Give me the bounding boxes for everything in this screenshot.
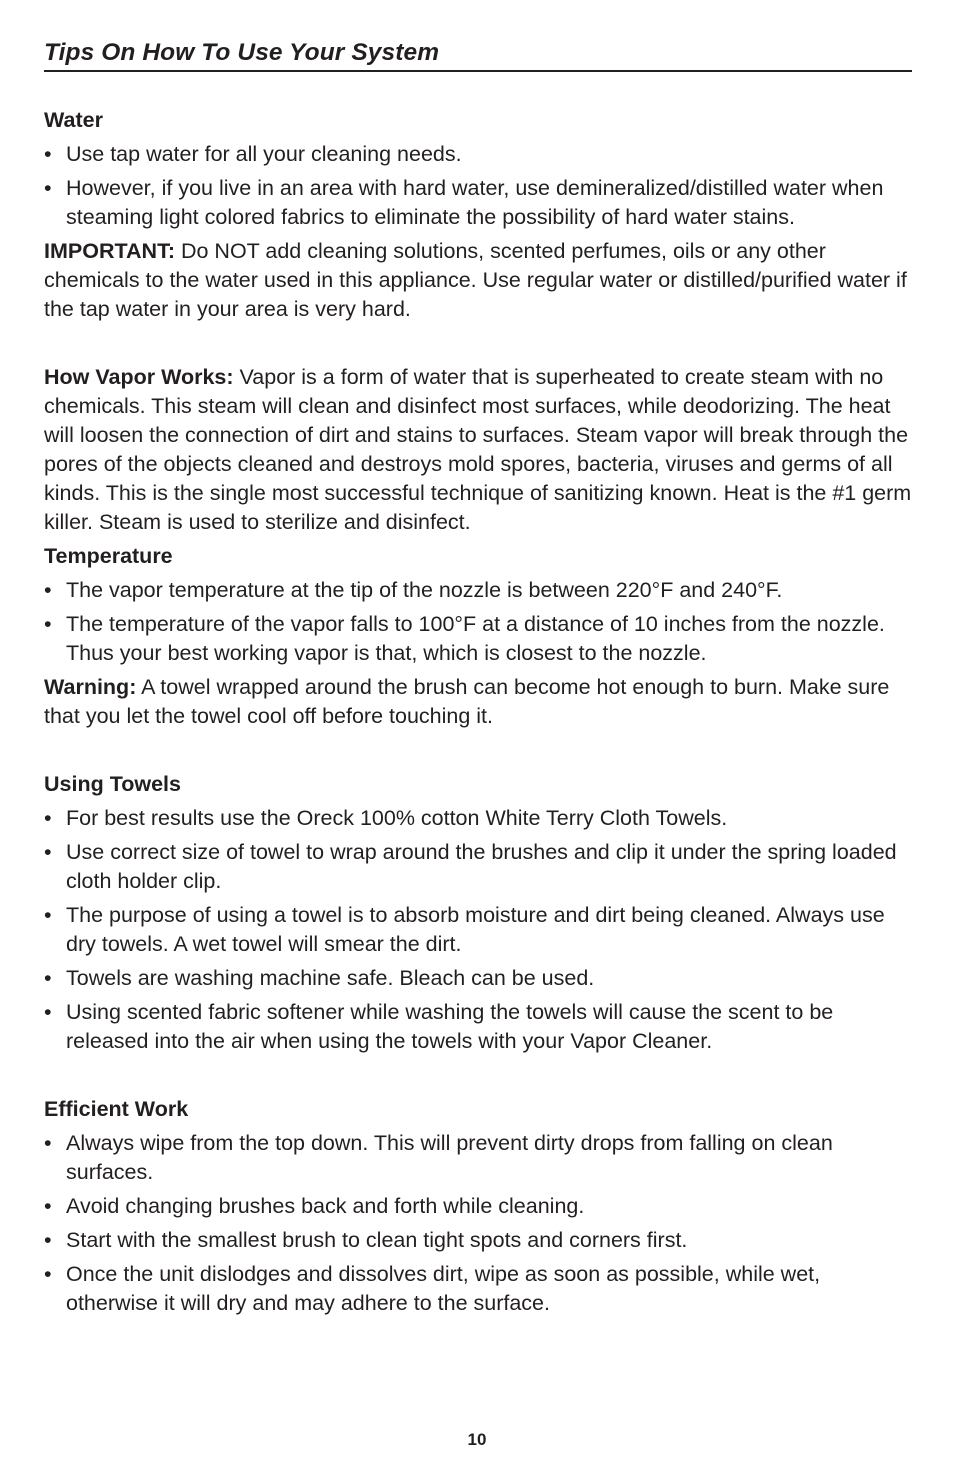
list-item-text: For best results use the Oreck 100% cotton White Terry Cloth Towels. xyxy=(66,806,728,830)
bullet-symbol: • xyxy=(44,176,52,200)
bullet-symbol: • xyxy=(44,1228,52,1252)
title-rule xyxy=(44,38,912,72)
temperature-heading: Temperature xyxy=(44,544,173,568)
warning-label: Warning: xyxy=(44,675,137,699)
list-item xyxy=(44,998,912,1056)
list-item xyxy=(44,140,912,169)
important-text: Do NOT add cleaning solutions, scented perfumes, oils or any other chemicals to the water used in this appliance. Use regular water or distilled/purified water if the tap water in your area is very hard. xyxy=(44,239,907,321)
warning-text: A towel wrapped around the brush can become hot enough to burn. Make sure that you let the towel cool off before touching it. xyxy=(44,675,890,728)
water-heading: Water xyxy=(44,108,103,132)
efficient-heading: Efficient Work xyxy=(44,1097,189,1121)
list-item-text: Start with the smallest brush to clean tight spots and corners first. xyxy=(66,1228,688,1252)
towels-heading: Using Towels xyxy=(44,772,181,796)
important-label: IMPORTANT: xyxy=(44,239,175,263)
bullet-symbol: • xyxy=(44,1131,52,1155)
list-item xyxy=(44,804,912,833)
list-item-text: Always wipe from the top down. This will prevent dirty drops from falling on clean surfaces. xyxy=(66,1131,833,1184)
page-title: Tips On How To Use Your System xyxy=(44,39,440,66)
bullet-symbol: • xyxy=(44,966,52,990)
list-item-text: Using scented fabric softener while washing the towels will cause the scent to be released into the air when using the towels with your Vapor Cleaner. xyxy=(66,1000,834,1053)
efficient-list xyxy=(44,1129,912,1318)
list-item-text: Once the unit dislodges and dissolves dirt, wipe as soon as possible, while wet, otherwise it will dry and may adhere to the surface. xyxy=(66,1262,821,1315)
list-item xyxy=(44,610,912,668)
list-item-text: However, if you live in an area with hard water, use demineralized/distilled water when steaming light colored fabrics to eliminate the possibility of hard water stains. xyxy=(66,176,884,229)
list-item xyxy=(44,576,912,605)
vapor-text: Vapor is a form of water that is superheated to create steam with no chemicals. This steam will clean and disinfect most surfaces, while deodorizing. The heat will loosen the connection of dirt and stains to surfaces. Steam vapor will break through the pores of the objects cleaned and destroys mold spores, bacteria, viruses and germs of all kinds. This is the single most successful technique of sanitizing known. Heat is the #1 germ killer. Steam is used to sterilize and disinfect. xyxy=(44,365,912,534)
vapor-label: How Vapor Works: xyxy=(44,365,234,389)
bullet-symbol: • xyxy=(44,1194,52,1218)
bullet-symbol: • xyxy=(44,903,52,927)
list-item xyxy=(44,964,912,993)
water-list xyxy=(44,140,912,232)
list-item-text: Avoid changing brushes back and forth while cleaning. xyxy=(66,1194,585,1218)
list-item-text: The vapor temperature at the tip of the nozzle is between 220°F and 240°F. xyxy=(66,578,783,602)
towels-list xyxy=(44,804,912,1056)
list-item xyxy=(44,1129,912,1187)
temperature-list xyxy=(44,576,912,668)
page-number: 10 xyxy=(467,1430,487,1449)
list-item xyxy=(44,838,912,896)
list-item xyxy=(44,901,912,959)
bullet-symbol: • xyxy=(44,578,52,602)
warning-note xyxy=(44,673,912,731)
list-item-text: Use tap water for all your cleaning needs. xyxy=(66,142,462,166)
list-item xyxy=(44,1260,912,1318)
bullet-symbol: • xyxy=(44,840,52,864)
bullet-symbol: • xyxy=(44,1262,52,1286)
bullet-symbol: • xyxy=(44,806,52,830)
bullet-symbol: • xyxy=(44,1000,52,1024)
vapor-paragraph xyxy=(44,363,912,537)
bullet-symbol: • xyxy=(44,142,52,166)
list-item xyxy=(44,1192,912,1221)
list-item-text: The temperature of the vapor falls to 100°F at a distance of 10 inches from the nozzle. Thus your best working vapor is that, which is closest to the nozzle. xyxy=(66,612,885,665)
list-item xyxy=(44,1226,912,1255)
page-content xyxy=(44,38,912,1318)
bullet-symbol: • xyxy=(44,612,52,636)
list-item-text: Use correct size of towel to wrap around the brushes and clip it under the spring loaded cloth holder clip. xyxy=(66,840,897,893)
list-item xyxy=(44,174,912,232)
important-note xyxy=(44,237,912,324)
list-item-text: Towels are washing machine safe. Bleach can be used. xyxy=(66,966,595,990)
list-item-text: The purpose of using a towel is to absorb moisture and dirt being cleaned. Always use dry towels. A wet towel will smear the dirt. xyxy=(66,903,885,956)
